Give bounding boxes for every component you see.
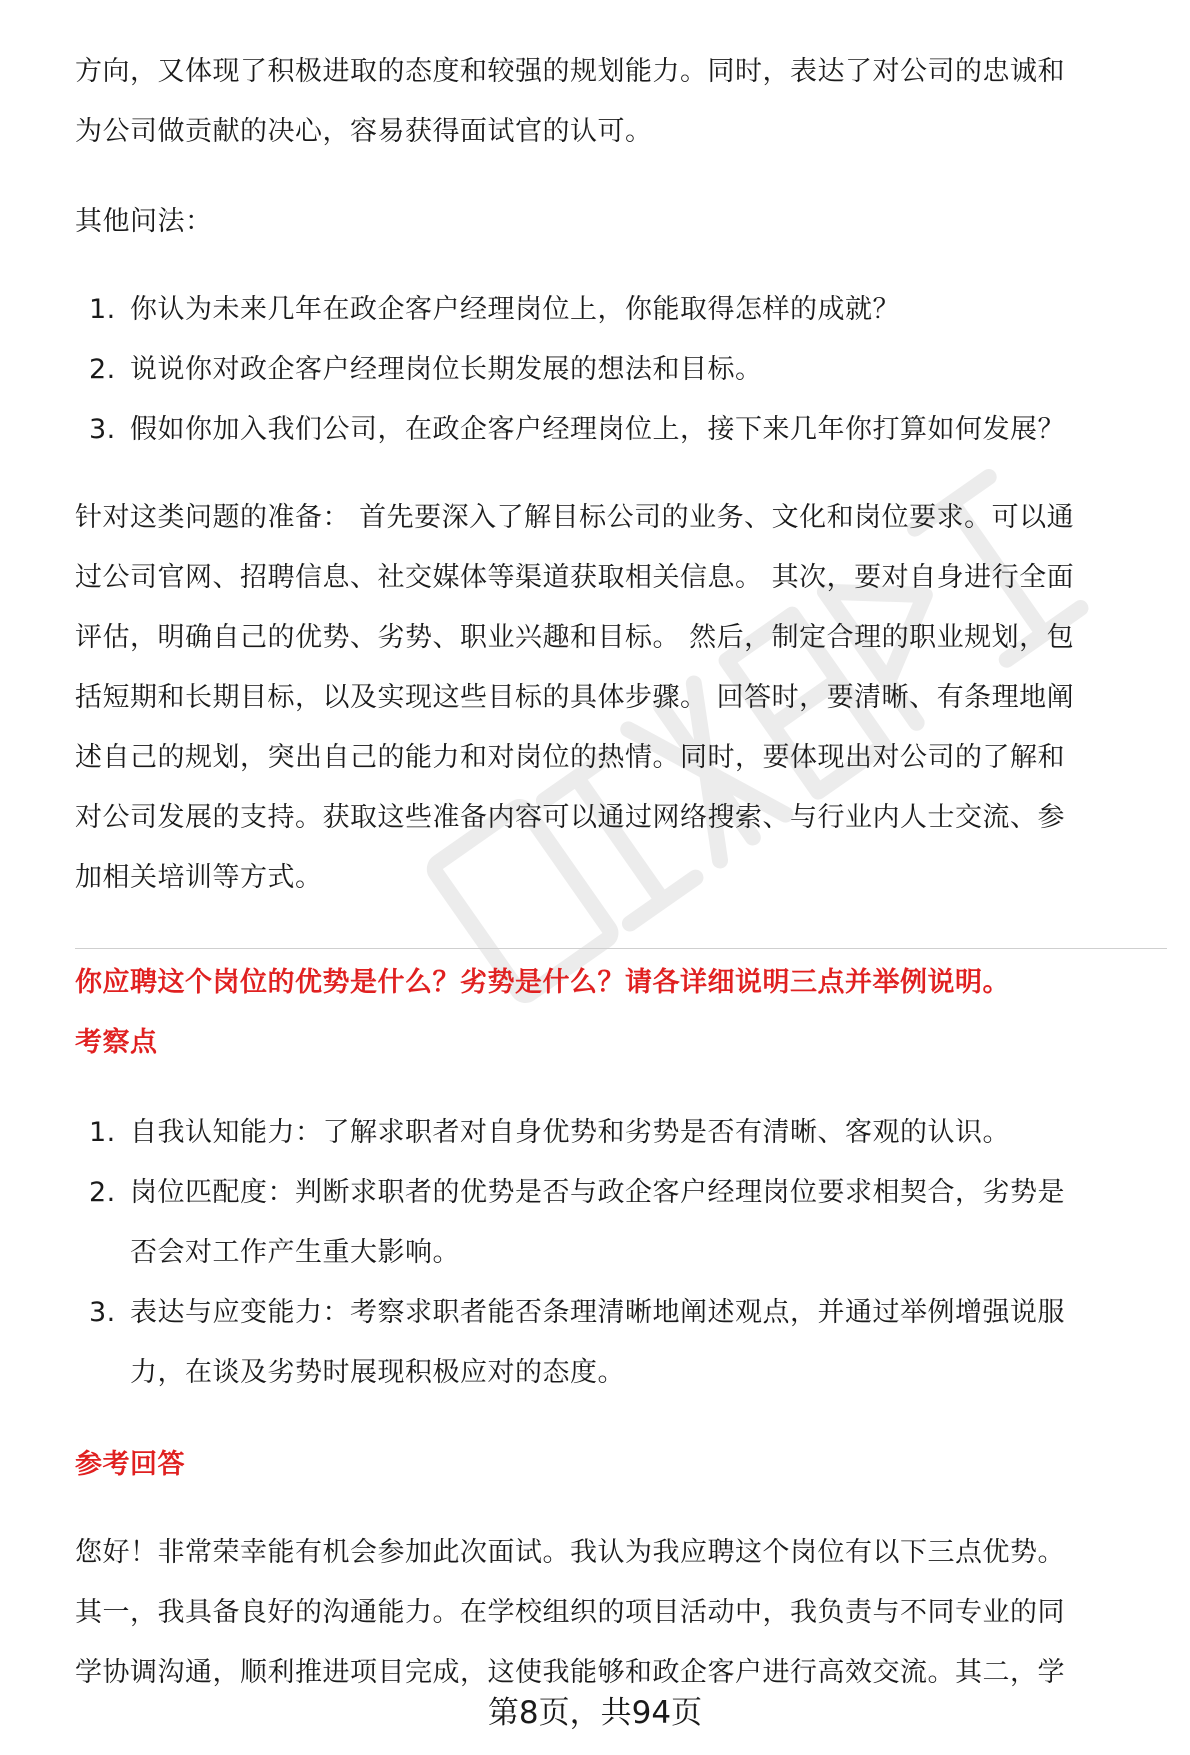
question-title: 你应聘这个岗位的优势是什么？劣势是什么？请各详细说明三点并举例说明。 xyxy=(75,967,1010,998)
preparation-line: 针对这类问题的准备： 首先要深入了解目标公司的业务、文化和岗位要求。可以通 xyxy=(75,502,1075,533)
preparation-line: 括短期和长期目标，以及实现这些目标的具体步骤。 回答时，要清晰、有条理地阐 xyxy=(75,682,1075,713)
preparation-line: 过公司官网、招聘信息、社交媒体等渠道获取相关信息。 其次，要对自身进行全面 xyxy=(75,562,1075,593)
list-item-text: 表达与应变能力：考察求职者能否条理清晰地阐述观点，并通过举例增强说服 xyxy=(130,1297,1065,1328)
intro-line: 方向，又体现了积极进取的态度和较强的规划能力。同时，表达了对公司的忠诚和 xyxy=(75,56,1065,87)
assessment-list xyxy=(75,1103,1167,1403)
list-number: 1. xyxy=(89,294,116,325)
reference-answer-line: 其一，我具备良好的沟通能力。在学校组织的项目活动中，我负责与不同专业的同 xyxy=(75,1597,1065,1628)
list-number: 2. xyxy=(89,1177,116,1208)
intro-line: 为公司做贡献的决心，容易获得面试官的认可。 xyxy=(75,116,653,147)
list-item-text: 力，在谈及劣势时展现积极应对的态度。 xyxy=(130,1357,625,1388)
list-item xyxy=(75,1283,1167,1403)
preparation-line: 对公司发展的支持。获取这些准备内容可以通过网络搜索、与行业内人士交流、参 xyxy=(75,802,1065,833)
page-number: 第8页，共94页 xyxy=(487,1695,703,1731)
document-page xyxy=(75,42,1167,1703)
list-item xyxy=(75,280,1167,340)
list-item xyxy=(75,400,1167,460)
reference-answer-paragraph xyxy=(75,1523,1167,1703)
list-item xyxy=(75,340,1167,400)
list-number: 3. xyxy=(89,1297,116,1328)
list-item-text: 岗位匹配度：判断求职者的优势是否与政企客户经理岗位要求相契合，劣势是 xyxy=(130,1177,1065,1208)
list-number: 2. xyxy=(89,354,116,385)
list-item-text: 说说你对政企客户经理岗位长期发展的想法和目标。 xyxy=(130,354,763,385)
list-number: 3. xyxy=(89,414,116,445)
other-questions-label: 其他问法： xyxy=(75,206,213,237)
list-item-text: 你认为未来几年在政企客户经理岗位上，你能取得怎样的成就？ xyxy=(130,294,900,325)
preparation-line: 述自己的规划，突出自己的能力和对岗位的热情。同时，要体现出对公司的了解和 xyxy=(75,742,1065,773)
list-item-text: 假如你加入我们公司，在政企客户经理岗位上，接下来几年你打算如何发展？ xyxy=(130,414,1065,445)
list-item xyxy=(75,1103,1167,1163)
list-item-text: 否会对工作产生重大影响。 xyxy=(130,1237,460,1268)
preparation-paragraph xyxy=(75,488,1167,908)
other-questions-list xyxy=(75,280,1167,460)
reference-answer-line: 学协调沟通，顺利推进项目完成，这使我能够和政企客户进行高效交流。其二，学 xyxy=(75,1657,1065,1688)
assessment-heading: 考察点 xyxy=(75,1027,158,1058)
reference-answer-heading: 参考回答 xyxy=(75,1449,185,1480)
list-number: 1. xyxy=(89,1117,116,1148)
preparation-line: 评估，明确自己的优势、劣势、职业兴趣和目标。 然后，制定合理的职业规划，包 xyxy=(75,622,1075,653)
list-item-text: 自我认知能力：了解求职者对自身优势和劣势是否有清晰、客观的认识。 xyxy=(130,1117,1010,1148)
reference-answer-line: 您好！非常荣幸能有机会参加此次面试。我认为我应聘这个岗位有以下三点优势。 xyxy=(75,1537,1065,1568)
intro-paragraph xyxy=(75,42,1167,162)
preparation-line: 加相关培训等方式。 xyxy=(75,862,323,893)
list-item xyxy=(75,1163,1167,1283)
